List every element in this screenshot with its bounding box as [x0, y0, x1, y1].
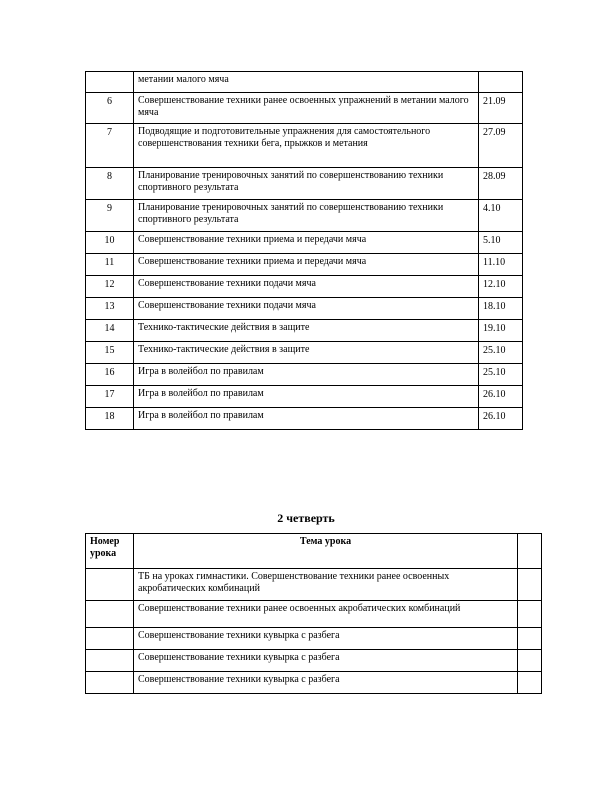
- header-lesson-topic: Тема урока: [134, 534, 518, 569]
- table-row: [86, 168, 523, 200]
- table-row: [86, 672, 542, 694]
- lesson-date-cell: [518, 672, 542, 694]
- table-row: [86, 124, 523, 168]
- lesson-number-cell: 7: [86, 124, 134, 168]
- lesson-topic-cell: Подводящие и подготовительные упражнения для самостоятельного совершенствования техники бега, прыжков и метания: [134, 124, 479, 168]
- header-date: [518, 534, 542, 569]
- lesson-plan-table-q2: [85, 533, 542, 694]
- lesson-topic-cell: Совершенствование техники ранее освоенных акробатических комбинаций: [134, 601, 518, 628]
- lesson-topic-cell: Игра в волейбол по правилам: [134, 408, 479, 430]
- table-header-row: [86, 534, 542, 569]
- table-row: [86, 408, 523, 430]
- lesson-date-cell: 19.10: [479, 320, 523, 342]
- lesson-date-cell: 27.09: [479, 124, 523, 168]
- lesson-number-cell: 11: [86, 254, 134, 276]
- lesson-date-cell: [518, 650, 542, 672]
- lesson-topic-cell: Совершенствование техники приема и передачи мяча: [134, 254, 479, 276]
- table-row: [86, 254, 523, 276]
- lesson-topic-cell: Совершенствование техники ранее освоенных упражнений в метании малого мяча: [134, 93, 479, 124]
- table-row: [86, 342, 523, 364]
- lesson-date-cell: [518, 569, 542, 601]
- lesson-topic-cell: Планирование тренировочных занятий по совершенствованию техники спортивного результата: [134, 200, 479, 232]
- lesson-topic-cell: Совершенствование техники приема и передачи мяча: [134, 232, 479, 254]
- lesson-date-cell: 26.10: [479, 386, 523, 408]
- lesson-topic-cell: Совершенствование техники кувырка с разбега: [134, 628, 518, 650]
- lesson-number-cell: [86, 672, 134, 694]
- table-row: [86, 93, 523, 124]
- lesson-date-cell: [518, 601, 542, 628]
- table-row: [86, 72, 523, 93]
- lesson-topic-cell: ТБ на уроках гимнастики. Совершенствование техники ранее освоенных акробатических комбинаций: [134, 569, 518, 601]
- lesson-number-cell: 14: [86, 320, 134, 342]
- lesson-number-cell: 17: [86, 386, 134, 408]
- lesson-topic-cell: Совершенствование техники подачи мяча: [134, 276, 479, 298]
- lesson-number-cell: 6: [86, 93, 134, 124]
- lesson-number-cell: [86, 72, 134, 93]
- table-row: [86, 601, 542, 628]
- table-row: [86, 628, 542, 650]
- header-lesson-number: Номер урока: [86, 534, 134, 569]
- table-row: [86, 320, 523, 342]
- lesson-number-cell: 8: [86, 168, 134, 200]
- lesson-number-cell: 12: [86, 276, 134, 298]
- table-row: [86, 386, 523, 408]
- lesson-number-cell: 16: [86, 364, 134, 386]
- lesson-date-cell: 25.10: [479, 364, 523, 386]
- quarter-2-title: 2 четверть: [277, 511, 335, 525]
- table-row: [86, 650, 542, 672]
- table-row: [86, 298, 523, 320]
- lesson-date-cell: 26.10: [479, 408, 523, 430]
- lesson-date-cell: 18.10: [479, 298, 523, 320]
- lesson-date-cell: 4.10: [479, 200, 523, 232]
- lesson-topic-cell: Игра в волейбол по правилам: [134, 364, 479, 386]
- lesson-topic-cell: Совершенствование техники кувырка с разбега: [134, 672, 518, 694]
- lesson-date-cell: 12.10: [479, 276, 523, 298]
- lesson-number-cell: [86, 650, 134, 672]
- table-row: [86, 364, 523, 386]
- lesson-topic-cell: Игра в волейбол по правилам: [134, 386, 479, 408]
- lesson-plan-table-q1: [85, 71, 523, 430]
- lesson-number-cell: 18: [86, 408, 134, 430]
- lesson-number-cell: [86, 628, 134, 650]
- table-row: [86, 200, 523, 232]
- table-row: [86, 569, 542, 601]
- lesson-number-cell: [86, 601, 134, 628]
- table-row: [86, 276, 523, 298]
- lesson-topic-cell: Совершенствование техники кувырка с разбега: [134, 650, 518, 672]
- lesson-date-cell: [479, 72, 523, 93]
- lesson-date-cell: 5.10: [479, 232, 523, 254]
- lesson-date-cell: 21.09: [479, 93, 523, 124]
- lesson-number-cell: 9: [86, 200, 134, 232]
- lesson-topic-cell: Технико-тактические действия в защите: [134, 342, 479, 364]
- lesson-date-cell: 11.10: [479, 254, 523, 276]
- lesson-date-cell: 28.09: [479, 168, 523, 200]
- lesson-date-cell: 25.10: [479, 342, 523, 364]
- lesson-topic-cell: метании малого мяча: [134, 72, 479, 93]
- table-row: [86, 232, 523, 254]
- lesson-number-cell: [86, 569, 134, 601]
- lesson-number-cell: 13: [86, 298, 134, 320]
- lesson-topic-cell: Совершенствование техники подачи мяча: [134, 298, 479, 320]
- lesson-topic-cell: Планирование тренировочных занятий по совершенствованию техники спортивного результата: [134, 168, 479, 200]
- lesson-topic-cell: Технико-тактические действия в защите: [134, 320, 479, 342]
- lesson-number-cell: 10: [86, 232, 134, 254]
- lesson-date-cell: [518, 628, 542, 650]
- lesson-number-cell: 15: [86, 342, 134, 364]
